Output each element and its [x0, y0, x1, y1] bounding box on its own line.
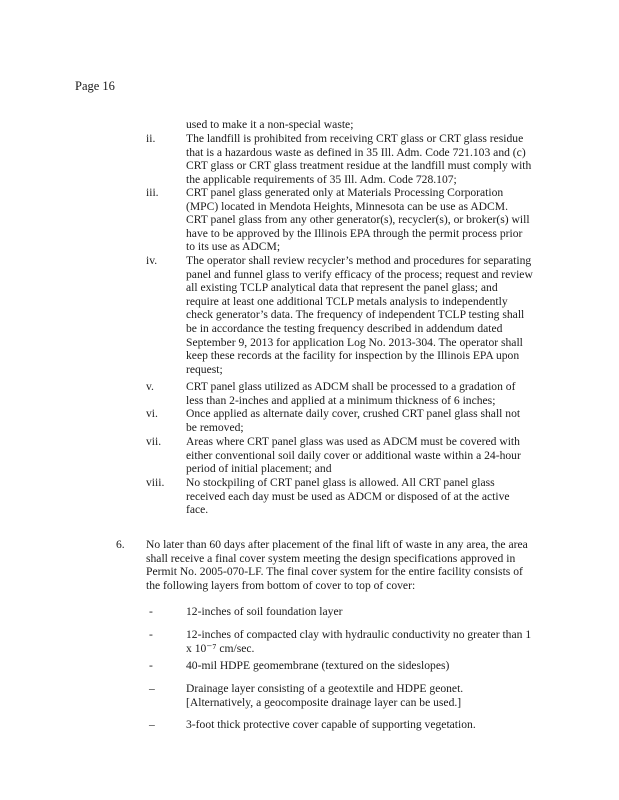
item-6-text-line: the following layers from bottom of cover to top of cover:: [146, 578, 416, 592]
sublist-item-line: The operator shall review recycler’s method and procedures for separating: [186, 254, 532, 267]
sublist-item-line: The landfill is prohibited from receiving CRT glass or CRT glass residue: [186, 132, 524, 145]
sublist-item-line: panel and funnel glass to verify efficacy of the process; request and review: [186, 267, 533, 281]
sublist-numeral: vi.: [146, 407, 158, 420]
sublist-item-line: CRT glass or CRT glass treatment residue at the landfill must comply with: [186, 159, 532, 173]
sublist-item-line: face.: [186, 503, 209, 517]
sublist-item-line: less than 2-inches and applied at a minimum thickness of 6 inches;: [186, 393, 496, 407]
sublist-item-line: Once applied as alternate daily cover, crushed CRT panel glass shall not: [186, 407, 521, 420]
cover-layer-text: [Alternatively, a geocomposite drainage layer can be used.]: [186, 695, 462, 709]
sublist-item-line: the applicable requirements of 35 Ill. Adm. Code 728.107;: [186, 172, 457, 186]
sublist-numeral: v.: [146, 380, 154, 393]
sublist-item-line: used to make it a non-special waste;: [186, 118, 354, 131]
item-6-text-line: shall receive a final cover system meeting the design specifications approved in: [146, 551, 516, 565]
cover-layer-text: 40-mil HDPE geomembrane (textured on the sideslopes): [186, 659, 450, 672]
sublist-item-line: September 9, 2013 for application Log No. 2013-304. The operator shall: [186, 335, 523, 349]
sublist-item-line: No stockpiling of CRT panel glass is allowed. All CRT panel glass: [186, 476, 495, 489]
sublist-item-line: period of initial placement; and: [186, 462, 332, 476]
cover-layer-text: 12-inches of compacted clay with hydraulic conductivity no greater than 1: [186, 628, 532, 641]
sublist-item-line: received each day must be used as ADCM or disposed of at the active: [186, 489, 510, 503]
cover-layer-text: 3-foot thick protective cover capable of supporting vegetation.: [186, 718, 476, 731]
sublist-item-line: CRT panel glass utilized as ADCM shall be processed to a gradation of: [186, 380, 516, 393]
item-6-text-line: No later than 60 days after placement of the final lift of waste in any area, the area: [146, 538, 528, 551]
sublist-item-line: CRT panel glass from any other generator(s), recycler(s), or broker(s) will: [186, 213, 530, 227]
cover-layer-bullet: –: [149, 718, 155, 731]
item-number: 6.: [116, 538, 125, 551]
sublist-numeral: iii.: [146, 186, 159, 199]
sublist-item-line: CRT panel glass generated only at Materials Processing Corporation: [186, 186, 504, 199]
cover-layer-text: x 10⁻⁷ cm/sec.: [186, 641, 255, 655]
cover-layer-bullet: -: [149, 628, 153, 641]
sublist-numeral: iv.: [146, 254, 158, 267]
cover-layer-bullet: –: [149, 682, 155, 695]
cover-layer-text: 12-inches of soil foundation layer: [186, 605, 343, 618]
item-6-text-line: Permit No. 2005-070-LF. The final cover system for the entire facility consists of: [146, 565, 523, 579]
sublist-item-line: all existing TCLP analytical data that represent the panel glass; and: [186, 281, 498, 295]
sublist-item-line: be in accordance the testing frequency described in addendum dated: [186, 322, 503, 335]
sublist-item-line: require at least one additional TCLP metals analysis to independently: [186, 294, 508, 308]
cover-layer-bullet: -: [149, 659, 153, 672]
sublist-item-line: check generator’s data. The frequency of independent TCLP testing shall: [186, 308, 525, 322]
sublist-item-line: have to be approved by the Illinois EPA through the permit process prior: [186, 226, 523, 240]
sublist-item-line: request;: [186, 362, 223, 376]
sublist-item-line: keep these records at the facility for inspection by the Illinois EPA upon: [186, 349, 520, 363]
sublist-item-line: to its use as ADCM;: [186, 240, 281, 254]
cover-layer-text: Drainage layer consisting of a geotextile and HDPE geonet.: [186, 682, 464, 695]
sublist-numeral: vii.: [146, 435, 162, 448]
sublist-numeral: viii.: [146, 476, 165, 489]
cover-layer-bullet: -: [149, 605, 153, 618]
sublist-numeral: ii.: [146, 132, 156, 145]
sublist-item-line: that is a hazardous waste as defined in 35 Ill. Adm. Code 721.103 and (c): [186, 145, 526, 159]
sublist-item-line: (MPC) located in Mendota Heights, Minnesota can be use as ADCM.: [186, 199, 508, 213]
sublist-item-line: Areas where CRT panel glass was used as ADCM must be covered with: [186, 435, 520, 448]
sublist-item-line: either conventional soil daily cover or additional waste within a 24-hour: [186, 448, 521, 462]
sublist-item-line: be removed;: [186, 420, 244, 434]
page-number: Page 16: [75, 79, 115, 93]
